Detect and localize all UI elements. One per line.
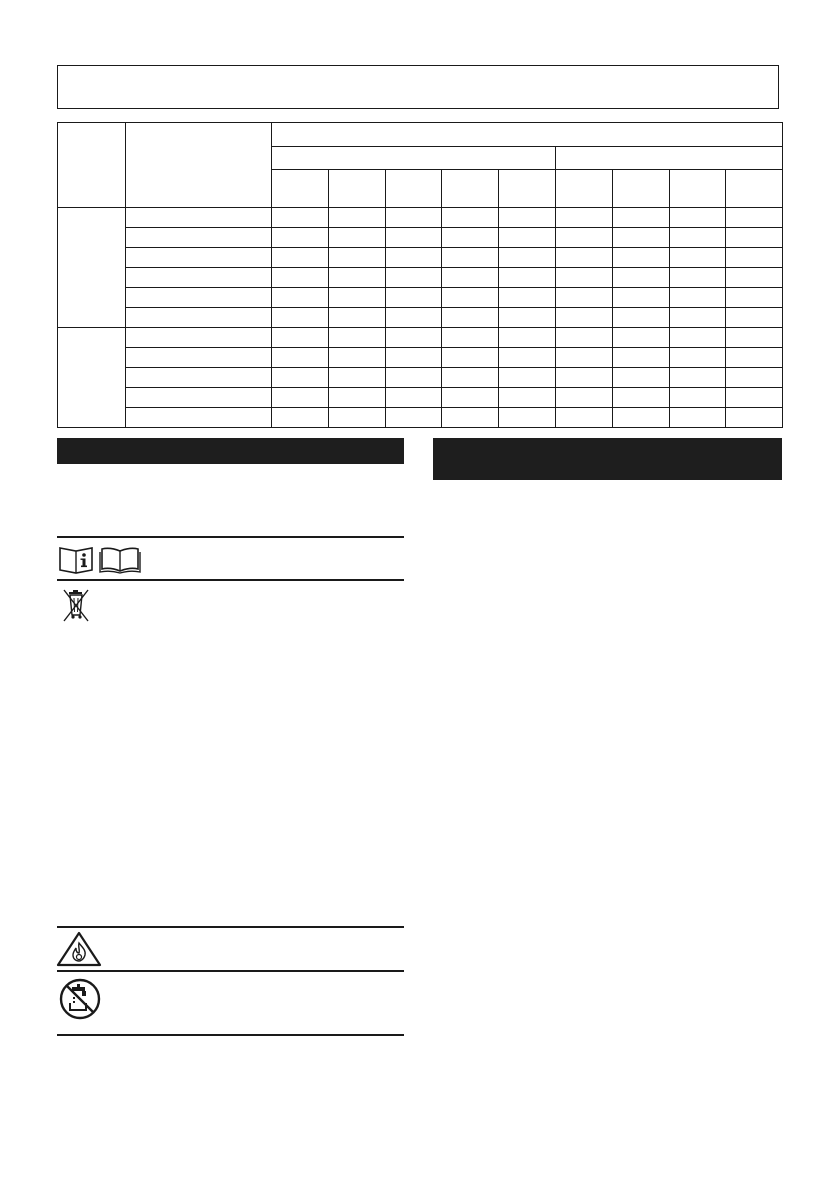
left-section-header <box>57 438 404 464</box>
table-row-label <box>126 388 272 408</box>
table-header-group <box>58 123 126 208</box>
table-header-sub-b <box>555 147 782 170</box>
table-group-label <box>58 208 126 328</box>
table-col-header <box>726 170 783 208</box>
table-row-label <box>126 408 272 428</box>
table-row-label <box>126 268 272 288</box>
spec-table <box>57 122 783 428</box>
read-manual-icon <box>58 544 144 574</box>
table-header-item <box>126 123 272 208</box>
table-header-sub-a <box>272 147 556 170</box>
table-col-header <box>272 170 329 208</box>
table-header-main <box>272 123 783 147</box>
symbol-divider <box>57 536 404 538</box>
table-row-label <box>126 248 272 268</box>
table-row-label <box>126 208 272 228</box>
no-tap-water-icon <box>58 977 102 1021</box>
table-row-label <box>126 328 272 348</box>
table-row-label <box>126 288 272 308</box>
table-col-header <box>385 170 442 208</box>
table-row-label <box>126 348 272 368</box>
symbol-divider <box>57 1034 404 1036</box>
crossed-bin-icon <box>62 587 90 623</box>
symbol-divider <box>57 926 404 928</box>
table-col-header <box>555 170 612 208</box>
table-col-header <box>612 170 669 208</box>
table-group-label <box>58 328 126 428</box>
table-col-header <box>499 170 556 208</box>
table-col-header <box>669 170 726 208</box>
flammable-warning-icon <box>56 931 102 967</box>
table-col-header <box>328 170 385 208</box>
table-row-label <box>126 228 272 248</box>
table-col-header <box>442 170 499 208</box>
note-box <box>57 65 779 109</box>
symbol-divider <box>57 579 404 581</box>
right-section-header <box>433 438 782 480</box>
table-row-label <box>126 308 272 328</box>
symbol-divider <box>57 970 404 972</box>
table-row-label <box>126 368 272 388</box>
